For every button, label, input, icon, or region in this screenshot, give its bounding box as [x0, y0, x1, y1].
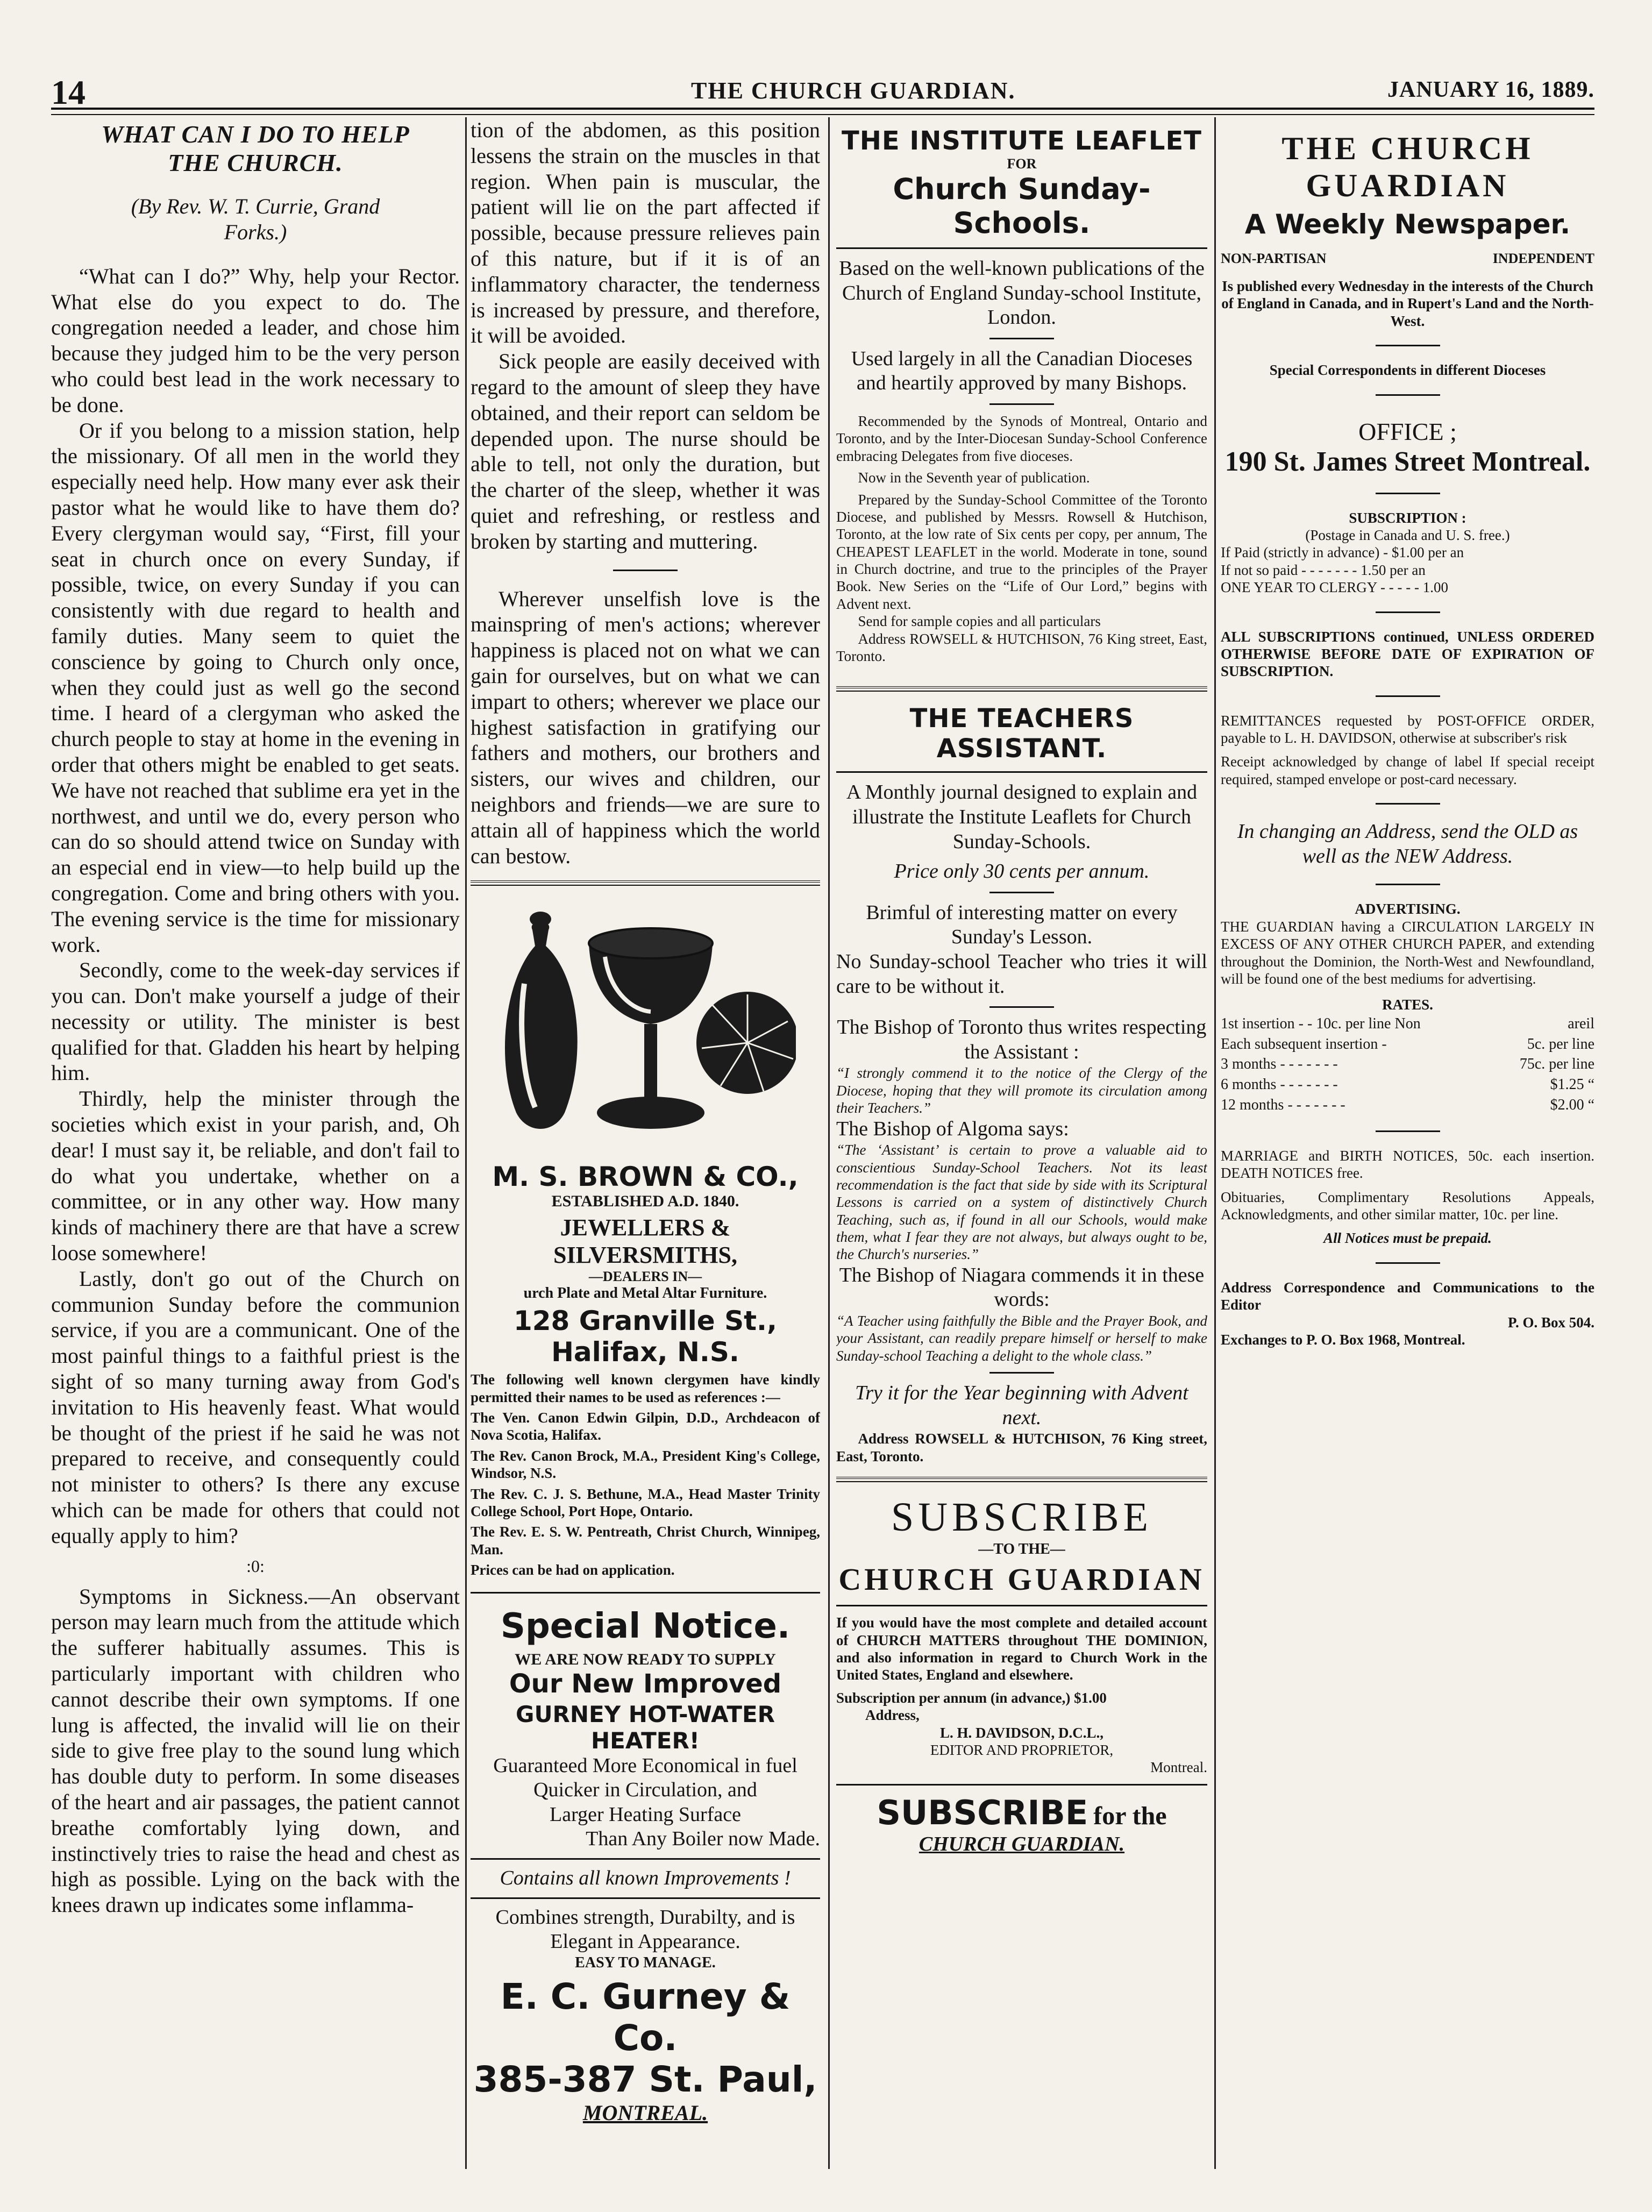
continued-note: ALL SUBSCRIPTIONS continued, UNLESS ORDERED OTHERWISE BEFORE DATE OF EXPIRATION OF SUBSCRIPTION. — [1221, 628, 1594, 680]
published-note: Is published every Wednesday in the interests of the Church of England in Canada, and in Rupert's Land and the North-West. — [1221, 278, 1594, 329]
paper-name: THE CHURCH GUARDIAN. — [691, 77, 1016, 104]
subscribe-to-the: —TO THE— — [978, 1541, 1065, 1558]
rate-value: $2.00 “ — [1550, 1096, 1594, 1113]
brown-ad-established: ESTABLISHED A.D. 1840. — [551, 1192, 739, 1211]
receipt-note: Receipt acknowledged by change of label If special receipt required, stamped envelope or post-card necessary. — [1221, 753, 1594, 787]
article-title-line: THE CHURCH. — [168, 148, 343, 176]
gurney-ad-feature: Guaranteed More Economical in fuel — [493, 1754, 797, 1777]
rule — [1376, 803, 1440, 805]
column-divider — [1214, 117, 1216, 2169]
rate-label: 6 months - - - - - - - — [1221, 1076, 1338, 1093]
masthead: THE CHURCH GUARDIAN — [1281, 131, 1534, 203]
byline-line: (By Rev. W. T. Currie, Grand — [131, 194, 380, 218]
rule — [471, 1858, 820, 1860]
rates-head: RATES. — [1382, 997, 1433, 1013]
silverware-illustration — [495, 898, 796, 1150]
rule — [836, 247, 1207, 249]
rule — [1376, 695, 1440, 697]
subscribe-role: EDITOR AND PROPRIETOR, — [930, 1741, 1114, 1758]
subscribe-footer-big: SUBSCRIBE — [877, 1793, 1088, 1832]
teachers-brimful: Brimful of interesting matter on every Sunday's Lesson. — [866, 901, 1178, 949]
subscribe-footer-for: for the — [1093, 1801, 1167, 1830]
obituaries-note: Obituaries, Complimentary Resolutions Appeals, Acknowledgments, and other similar matter, 10c. per line. — [1221, 1189, 1594, 1222]
rule — [1376, 1130, 1440, 1132]
leaflet-recommended: Recommended by the Synods of Montreal, Ontario and Toronto, and by the Inter-Diocesan Sunday-School Conference embracing Delegates from five dioceses. — [836, 412, 1207, 464]
leaflet-address: Address ROWSELL & HUTCHISON, 76 King street, East, Toronto. — [836, 630, 1207, 665]
po-box: P. O. Box 504. — [1507, 1314, 1594, 1331]
rule — [989, 338, 1054, 339]
gurney-ad-ready: WE ARE NOW READY TO SUPPLY — [515, 1650, 776, 1668]
rate-value: 5c. per line — [1527, 1035, 1594, 1052]
partisan-row — [1221, 251, 1594, 267]
subscribe-footer — [836, 1793, 1207, 1832]
article-title-line: WHAT CAN I DO TO HELP — [101, 120, 410, 148]
marriage-note: MARRIAGE and BIRTH NOTICES, 50c. each insertion. DEATH NOTICES free. — [1221, 1147, 1594, 1182]
teachers-toronto-quote: “I strongly commend it to the notice of the Clergy of the Diocese, hoping that they will promote its circulation among their Teachers.” — [836, 1065, 1207, 1116]
rule — [1376, 611, 1440, 613]
subscription-head: SUBSCRIPTION : — [1349, 509, 1466, 526]
gurney-ad-combines: Combines strength, Durabilty, and is Elegant in Appearance. — [495, 1905, 795, 1953]
teachers-price: Price only 30 cents per annum. — [894, 860, 1150, 883]
subscribe-heading: SUBSCRIBE — [891, 1495, 1152, 1540]
leaflet-for: FOR — [1007, 156, 1037, 172]
subscribe-address-label: Address, — [865, 1707, 920, 1724]
column-divider — [828, 117, 830, 2169]
teachers-no-teacher: No Sunday-school Teacher who tries it will care to be without it. — [836, 950, 1207, 998]
article-title — [51, 120, 460, 177]
price-clergy: ONE YEAR TO CLERGY - - - - - 1.00 — [1221, 579, 1448, 596]
teachers-algoma-head: The Bishop of Algoma says: — [836, 1117, 1069, 1140]
leaflet-subtitle: Church Sunday-Schools. — [893, 172, 1151, 240]
subscribe-price: Subscription per annum (in advance,) $1.00 — [836, 1689, 1107, 1706]
rule — [836, 1784, 1207, 1786]
rate-label: 3 months - - - - - - - — [1221, 1056, 1338, 1073]
special-correspondents: Special Correspondents in different Dioceses — [1269, 362, 1546, 379]
gurney-ad-street: 385-387 St. Paul, — [473, 2058, 817, 2100]
rule — [613, 570, 678, 571]
byline-line: Forks.) — [224, 219, 287, 244]
rule — [989, 1372, 1054, 1374]
rate-label: 1st insertion - - 10c. per line Non — [1221, 1015, 1421, 1032]
leaflet-used: Used largely in all the Canadian Dioceses and heartily approved by many Bishops. — [851, 347, 1193, 395]
price-paid: If Paid (strictly in advance) - $1.00 per an — [1221, 544, 1464, 561]
teachers-title: THE TEACHERS ASSISTANT. — [909, 703, 1134, 764]
office-label: OFFICE ; — [1358, 417, 1457, 445]
subscribe-footer-paper: CHURCH GUARDIAN. — [918, 1832, 1125, 1855]
brown-ad-ref: The Rev. E. S. W. Pentreath, Christ Church, Winnipeg, Man. — [471, 1524, 820, 1557]
rate-row — [1221, 1095, 1594, 1115]
leaflet-year: Now in the Seventh year of publication. — [858, 470, 1090, 486]
gurney-ad — [471, 1606, 820, 2125]
article-paragraph: Or if you belong to a mission station, help the missionary. Of all men in the world they especially need help. How many ever ask their pastor what he would like to have them do? Every clergyman would say, “First, fill your seat in church once on every Sunday, if possible, twice, on every Sunday if you can consistently with due regard to health and family duties. Many seem to quiet the conscience by going to Church only once, when they could just as well go the second time. I heard of a clergyman who asked the church people to stay at home in the evening in order that others might be enabled to get seats. We have not reached that sublime era yet in the northwest, and until we do, every person who can do so should attend twice on Sunday with an especial end in view—to help build up the congregation. Come and bring others with you. The evening service is the time for missionary work. — [51, 418, 460, 957]
article-paragraph: Wherever unselfish love is the mainspring of men's actions; wherever happiness is placed not on what we can gain for ourselves, but on what we can impart to others; wherever we place our highest satisfaction in gratifying our fathers and mothers, our brothers and sisters, our wives and children, our neighbors and friends—we are sure to attain all of happiness which the world can bestow. — [471, 586, 820, 868]
article-paragraph: Thirdly, help the minister through the societies which exist in your parish, and, Oh dear! I must say it, be reliable, and don't fail to do what you undertake, whether on a committee, or in any other way. How many kinds of machinery there are that have a screw loose somewhere! — [51, 1086, 460, 1265]
office-address: 190 St. James Street Montreal. — [1224, 446, 1591, 477]
article-paragraph: Secondly, come to the week-day services if you can. Don't make yourself a judge of their necessity or utility. The minister is best qualified for that. Gladden his heart by helping him. — [51, 958, 460, 1085]
rule — [471, 1897, 820, 1899]
rule — [1376, 345, 1440, 346]
gurney-ad-feature: Quicker in Circulation, and — [533, 1779, 757, 1802]
page-number: 14 — [51, 73, 86, 111]
rate-row — [1221, 1075, 1594, 1095]
rule — [836, 1605, 1207, 1606]
article-paragraph: tion of the abdomen, as this position lessens the strain on the muscles in that region. When pain is muscular, the patient will lie on the part affected if possible, because pressure relieves pain of this nature, but if it is of an inflammatory character, the tenderness is increased by pressure, and therefore, it will be avoided. — [471, 118, 820, 348]
brown-ad — [471, 898, 820, 1578]
gurney-ad-contains: Contains all known Improvements ! — [500, 1866, 791, 1889]
column-continued — [471, 117, 820, 2169]
rule — [989, 403, 1054, 405]
leaflet-send: Send for sample copies and all particulars — [858, 613, 1101, 630]
rule — [1376, 394, 1440, 396]
gurney-ad-product: GURNEY HOT-WATER HEATER! — [515, 1701, 775, 1754]
exchanges-note: Exchanges to P. O. Box 1968, Montreal. — [1221, 1331, 1465, 1348]
page-header — [51, 73, 1594, 110]
brown-ad-name: M. S. BROWN & CO., — [492, 1161, 799, 1193]
rule — [471, 880, 820, 886]
nonpartisan-label: NON-PARTISAN — [1221, 251, 1327, 266]
article-paragraph: Lastly, don't go out of the Church on communion Sunday before the communion service, if you are a communicant. One of the most painful things to a faithful priest is the sight of so many turning away from God's invitation to His heavenly feast. What would be thought of the priest if he said he was not prepared to receive, and consequently could not minister to others? Is there any excuse which can be made for others that could not equally apply to him? — [51, 1266, 460, 1548]
rule — [836, 1477, 1207, 1482]
advertising-head: ADVERTISING. — [1355, 901, 1461, 917]
prepaid-note: All Notices must be prepaid. — [1323, 1230, 1492, 1247]
leaflet-prepared: Prepared by the Sunday-School Committee of the Toronto Diocese, and published by Messrs. Rowsell & Hutchison, Toronto, at the low rate of Six cents per copy, per annum, The CHEAPEST LEAFLET in the world. Moderate in tone, sound in Church doctrine, and true to the principles of the Prayer Book. New Series on the “Life of Our Lord,” begins with Advent next. — [836, 491, 1207, 612]
rate-row — [1221, 1014, 1594, 1034]
column-article — [51, 117, 460, 2169]
subscribe-ad — [836, 1494, 1207, 1856]
brown-ad-address: 128 Granville St., Halifax, N.S. — [513, 1305, 778, 1368]
leaflet-title: THE INSTITUTE LEAFLET — [841, 126, 1202, 156]
article-paragraph: Symptoms in Sickness.—An observant person may learn much from the attitude which the sufferer habitually assumes. This is particularly important with children who cannot describe their own symptoms. If one lung is affected, the invalid will lie on their side to give free play to the sound lung which has double duty to perform. In some diseases of the heart and air passages, the patient cannot breathe comfortably lying down, and instinctively tries to raise the head and chest as high as possible. Lying on the back with the knees drawn up indicates some inflamma- — [51, 1584, 460, 1917]
section-divider: :0: — [246, 1556, 265, 1576]
teachers-assistant-ad — [836, 703, 1207, 1465]
gurney-ad-company: E. C. Gurney & Co. — [500, 1975, 791, 2059]
rule — [471, 1592, 820, 1594]
gurney-ad-feature: Than Any Boiler now Made. — [586, 1827, 820, 1851]
teachers-algoma-quote: “The ‘Assistant’ is certain to prove a valuable aid to conscientious Sunday-School Teachers. Not its least recommendation is the fact that side by side with its Scriptural Lessons is carried on a system of distinctively Church Teaching, such as, if found in all our Schools, would make them, what I fear they are not always, but always ought to be, the Church's nurseries.” — [836, 1142, 1207, 1263]
teachers-desc: A Monthly journal designed to explain and illustrate the Institute Leaflets for Church Sunday-Schools. — [846, 781, 1198, 853]
brown-ad-ref: The Rev. C. J. S. Bethune, M.A., Head Master Trinity College School, Port Hope, Ontario. — [471, 1485, 820, 1520]
subscribe-text: If you would have the most complete and detailed account of CHURCH MATTERS throughout THE DOMINION, and also information in regard to Church Work in the United States, England and elsewhere. — [836, 1614, 1207, 1683]
rule — [1376, 493, 1440, 494]
teachers-toronto-head: The Bishop of Toronto thus writes respecting the Assistant : — [837, 1016, 1207, 1063]
column-publication-info — [1221, 117, 1594, 2169]
rule — [989, 1006, 1054, 1008]
brown-ad-dealers: —DEALERS IN— — [588, 1269, 702, 1285]
price-not-paid: If not so paid - - - - - - - 1.50 per an — [1221, 561, 1426, 578]
subscribe-city: Montreal. — [1150, 1759, 1207, 1776]
column-divider — [465, 117, 467, 2169]
advertising-note: THE GUARDIAN having a CIRCULATION LARGELY IN EXCESS OF ANY OTHER CHURCH PAPER, and extending throughout the Dominion, the North-West and Newfoundland, will be found one of the best mediums for advertising. — [1221, 918, 1594, 987]
remittances-note: REMITTANCES requested by POST-OFFICE ORDER, payable to L. H. DAVIDSON, otherwise at subscriber's risk — [1221, 712, 1594, 746]
column-ads — [836, 117, 1207, 2169]
rate-row — [1221, 1034, 1594, 1055]
brown-ad-trade: JEWELLERS & SILVERSMITHS, — [553, 1214, 737, 1269]
rule — [989, 892, 1054, 893]
subscribe-paper: CHURCH GUARDIAN — [838, 1562, 1205, 1597]
gurney-ad-easy: EASY TO MANAGE. — [575, 1954, 716, 1971]
gurney-ad-our-new: Our New Improved — [509, 1668, 782, 1699]
rule — [836, 686, 1207, 692]
brown-ad-ref: The Ven. Canon Edwin Gilpin, D.D., Archdeacon of Nova Scotia, Halifax. — [471, 1410, 820, 1443]
gurney-ad-city: MONTREAL. — [582, 2100, 708, 2125]
article-byline — [51, 194, 460, 245]
rate-value: 75c. per line — [1519, 1056, 1594, 1073]
rate-row — [1221, 1054, 1594, 1075]
rule — [1376, 1262, 1440, 1264]
rate-label: 12 months - - - - - - - — [1221, 1096, 1345, 1113]
brown-ad-goods: urch Plate and Metal Altar Furniture. — [523, 1285, 767, 1302]
rule — [1376, 884, 1440, 885]
leaflet-ad — [836, 126, 1207, 665]
article-paragraph: “What can I do?” Why, help your Rector. What else do you expect to do. The congregation needed a leader, and chose him because they judged him to be the very person who could best lead in the work necessary to be done. — [51, 264, 460, 417]
rate-label: Each subsequent insertion - — [1221, 1035, 1387, 1052]
rate-value: areil — [1568, 1015, 1594, 1032]
rate-value: $1.25 “ — [1550, 1076, 1594, 1093]
teachers-niagara-quote: “A Teacher using faithfully the Bible and the Prayer Book, and your Assistant, can readily prepare himself or herself to make Sunday-school Teaching a delight to the whole class.” — [836, 1313, 1207, 1364]
teachers-niagara-head: The Bishop of Niagara commends it in these words: — [839, 1263, 1205, 1311]
brown-ad-prices: Prices can be had on application. — [471, 1562, 675, 1578]
gurney-ad-heading: Special Notice. — [500, 1606, 791, 1646]
change-address-note: In changing an Address, send the OLD as well as the NEW Address. — [1237, 820, 1578, 867]
postage-note: (Postage in Canada and U. S. free.) — [1305, 527, 1510, 543]
teachers-try: Try it for the Year beginning with Advent next. — [855, 1382, 1188, 1429]
correspondence-note: Address Correspondence and Communications to the Editor — [1221, 1279, 1594, 1313]
leaflet-based: Based on the well-known publications of the Church of England Sunday-school Institute, London. — [839, 257, 1205, 329]
issue-date: JANUARY 16, 1889. — [1387, 77, 1594, 102]
teachers-address: Address ROWSELL & HUTCHISON, 76 King street, East, Toronto. — [836, 1431, 1207, 1464]
brown-ad-ref: The Rev. Canon Brock, M.A., President King's College, Windsor, N.S. — [471, 1447, 820, 1482]
header-rule — [51, 108, 1594, 115]
independent-label: INDEPENDENT — [1492, 251, 1594, 266]
article-paragraph: Sick people are easily deceived with regard to the amount of sleep they have obtained, and their report can seldom be depended upon. The nurse should be able to tell, not only the duration, but the charter of the sleep, whether it was quiet and refreshing, or restless and broken by starting and muttering. — [471, 349, 820, 553]
tagline: A Weekly Newspaper. — [1244, 209, 1571, 240]
rule — [836, 771, 1207, 773]
subscribe-name: L. H. DAVIDSON, D.C.L., — [939, 1724, 1104, 1741]
gurney-ad-feature: Larger Heating Surface — [550, 1803, 741, 1826]
brown-ad-refs-intro: The following well known clergymen have kindly permitted their names to be used as references :— — [471, 1371, 820, 1405]
